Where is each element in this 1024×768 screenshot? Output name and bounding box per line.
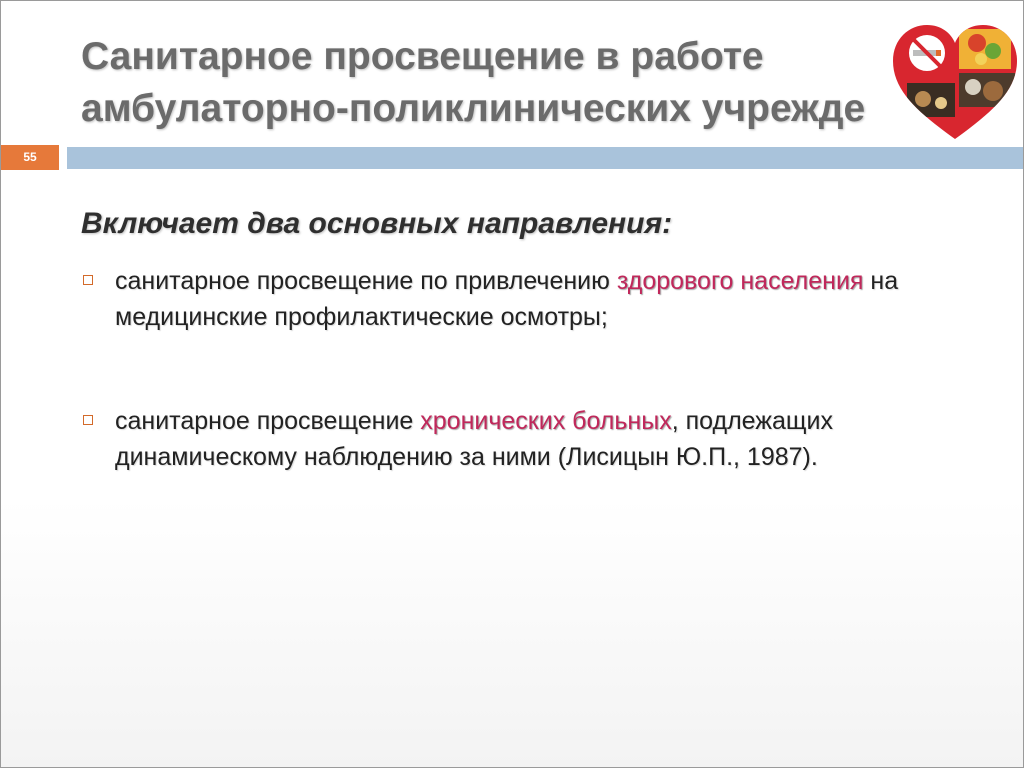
slide-title-line-1: Санитарное просвещение в работе: [81, 35, 764, 78]
healthy-lifestyle-heart-icon: [889, 21, 1021, 143]
bullet-1-highlight: здорового населения: [616, 267, 864, 295]
bullet-list: [81, 263, 981, 475]
bullet-item-2: [81, 403, 981, 475]
square-bullet-icon: [83, 275, 93, 285]
square-bullet-icon: [83, 415, 93, 425]
content-heading-text: Включает два основных направления: [81, 207, 663, 240]
bullet-2-text: санитарное просвещение: [115, 407, 421, 435]
bullet-1-text: санитарное просвещение по привлечению: [115, 267, 617, 295]
slide-title-line-2: амбулаторно-поликлинических учрежде: [81, 87, 866, 130]
content-heading: [81, 207, 672, 241]
content-heading-colon: :: [662, 207, 673, 240]
title-divider-bar: [67, 147, 1023, 169]
bullet-2-text-end: , подлежащих динамическому наблюдению за ними (Лисицын Ю.П., 1987).: [115, 407, 833, 471]
bullet-2-highlight: хронических больных: [420, 407, 672, 435]
slide-number: 55: [1, 145, 59, 170]
bullet-1-text-end: на медицинские профилактические осмотры;: [115, 267, 899, 331]
slide-title: [81, 31, 911, 141]
bullet-item-1: [81, 263, 981, 335]
